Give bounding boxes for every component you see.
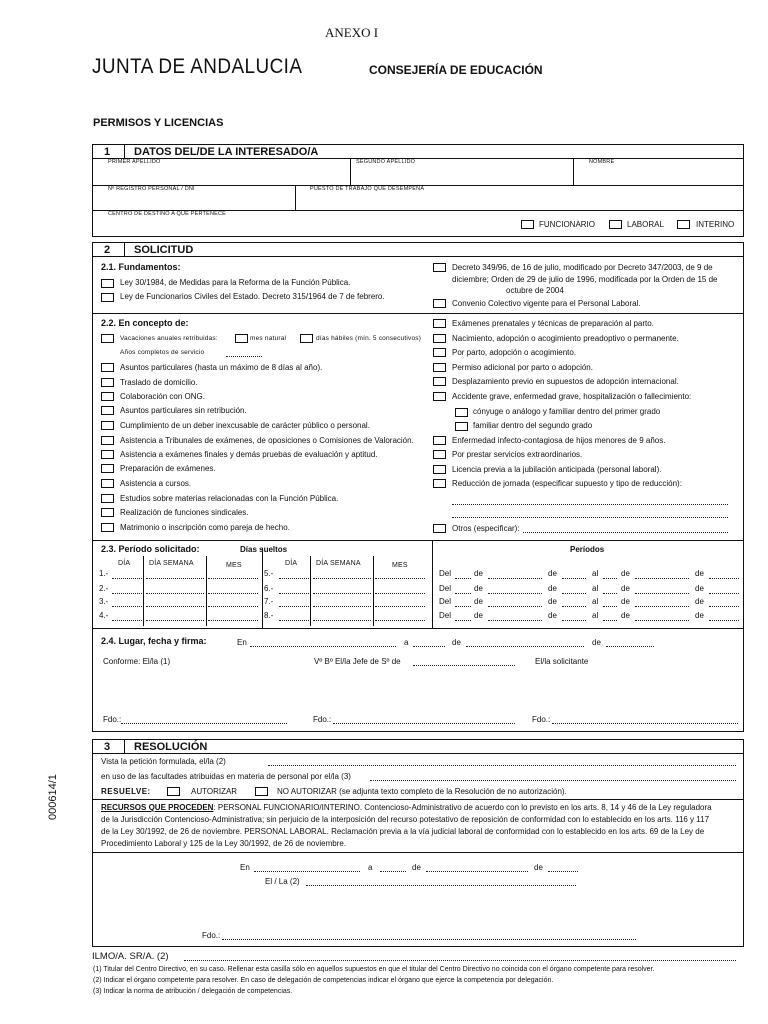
col-dia-semana-header: DÍA SEMANA (316, 560, 361, 567)
periodo-field[interactable] (709, 606, 739, 607)
concepto-left-checkbox[interactable] (101, 508, 114, 517)
periodo-title: 2.3. Período solicitado: (101, 544, 200, 554)
registro-label: Nº REGISTRO PERSONAL / DNI (108, 186, 195, 192)
periodo-field[interactable] (488, 578, 542, 579)
decreto-349-line2: diciembre; Orden de 29 de julio de 1996, modificada por la Orden de 15 de (452, 275, 718, 284)
conyuge-label: cónyuge o análogo y familiar dentro del primer grado (473, 407, 661, 416)
concepto-left-label: Cumplimiento de un deber inexcusable de carácter público o personal. (120, 421, 370, 430)
nombre-label: NOMBRE (589, 159, 615, 165)
periodo-de: de (695, 569, 704, 578)
row-number-label: 6.- (264, 584, 274, 593)
concepto-left-checkbox[interactable] (101, 378, 114, 387)
recursos-line-3: de la Ley 30/1992, de 26 de noviembre. PERSONAL LABORAL. Reclamación previa a la vía judicial laboral de conformidad con lo establecido en los arts. 69 de la Ley de (101, 827, 705, 836)
document-title: PERMISOS Y LICENCIAS (93, 117, 224, 129)
date-field[interactable] (146, 620, 204, 621)
periodo-field[interactable] (603, 606, 617, 607)
periodo-field[interactable] (635, 606, 689, 607)
autorizar-checkbox[interactable] (167, 787, 180, 796)
concepto-right-label: Permiso adicional por parto o adopción. (452, 363, 593, 372)
periodo-field[interactable] (488, 620, 542, 621)
primer-apellido-label: PRIMER APELLIDO (108, 159, 161, 165)
concepto-right-checkbox[interactable] (433, 348, 446, 357)
lugar-de-2: de (592, 638, 601, 647)
date-field[interactable] (313, 593, 371, 594)
periodo-field[interactable] (455, 606, 471, 607)
periodo-de: de (548, 597, 557, 606)
res-de-2: de (534, 863, 543, 872)
concepto-left-checkbox[interactable] (101, 363, 114, 372)
otros-label: Otros (especificar): (452, 524, 520, 533)
periodo-field[interactable] (635, 593, 689, 594)
laboral-label: LABORAL (627, 220, 664, 229)
date-field[interactable] (146, 606, 204, 607)
periodo-field[interactable] (488, 606, 542, 607)
concepto-left-label: Asistencia a exámenes finales y demás pruebas de evaluación y aptitud. (120, 450, 378, 459)
periodo-de: de (695, 584, 704, 593)
laboral-checkbox[interactable] (609, 220, 622, 229)
vb-label: Vº Bº El/la Jefe de Sº de (314, 657, 401, 666)
concepto-right-checkbox[interactable] (433, 334, 446, 343)
mes-natural-checkbox[interactable] (235, 334, 248, 343)
convenio-checkbox[interactable] (433, 299, 446, 308)
periodo-al: al (592, 597, 599, 606)
col-mes-header: MES (226, 562, 242, 569)
row-number-label: 4.- (99, 611, 109, 620)
uso-label: en uso de las facultades atribuidas en materia de personal por el/la (3) (101, 772, 351, 781)
funcionario-checkbox[interactable] (521, 220, 534, 229)
periodo-de: de (695, 611, 704, 620)
periodo-field[interactable] (635, 578, 689, 579)
date-field[interactable] (375, 593, 425, 594)
concepto-left-label: Estudios sobre materias relacionadas con la Función Pública. (120, 494, 339, 503)
concepto-left-checkbox[interactable] (101, 494, 114, 503)
periodo-de: de (621, 597, 630, 606)
date-field[interactable] (279, 578, 309, 579)
concepto-left-checkbox[interactable] (101, 523, 114, 532)
junta-logo-text: JUNTA DE ANDALUCIA (92, 55, 303, 78)
col-mes-header: MES (392, 562, 408, 569)
concepto-left-checkbox[interactable] (101, 421, 114, 430)
segundo-apellido-label: SEGUNDO APELLIDO (356, 159, 416, 165)
decreto-349-checkbox[interactable] (433, 263, 446, 272)
concepto-left-label: Asuntos particulares sin retribución. (120, 406, 247, 415)
row-number-label: 7.- (264, 597, 274, 606)
recursos-label: RECURSOS QUE PROCEDEN (101, 803, 214, 812)
periodo-field[interactable] (562, 578, 586, 579)
periodo-field[interactable] (562, 620, 586, 621)
concepto-left-checkbox[interactable] (101, 406, 114, 415)
concepto-left-checkbox[interactable] (101, 450, 114, 459)
col-dia-header: DÍA (118, 560, 131, 567)
date-field[interactable] (208, 620, 258, 621)
periodo-de: de (548, 569, 557, 578)
periodo-de: de (474, 611, 483, 620)
no-autorizar-checkbox[interactable] (255, 787, 268, 796)
section-1-title: DATOS DEL/DE LA INTERESADO/A (134, 146, 319, 158)
footnote-3: (3) Indicar la norma de atribución / delegación de competencias. (93, 988, 293, 995)
recursos-text-1: : PERSONAL FUNCIONARIO/INTERINO. Contencioso-Administrativo de acuerdo con lo previsto en los arts. 8, 14 y 46 de la Ley reguladora (213, 803, 712, 812)
section-2-title: SOLICITUD (134, 244, 194, 256)
date-field[interactable] (279, 593, 309, 594)
periodo-de: de (474, 584, 483, 593)
concepto-right-checkbox[interactable] (433, 479, 446, 488)
concepto-left-checkbox[interactable] (101, 464, 114, 473)
date-field[interactable] (146, 578, 204, 579)
periodo-field[interactable] (455, 620, 471, 621)
segundo-grado-checkbox[interactable] (455, 422, 468, 431)
vacaciones-label: Vacaciones anuales retribuidas: (120, 335, 218, 342)
convenio-label: Convenio Colectivo vigente para el Personal Laboral. (452, 299, 641, 308)
centro-label: CENTRO DE DESTINO A QUE PERTENECE (108, 211, 227, 217)
ley-funcionarios-label: Ley de Funcionarios Civiles del Estado. Decreto 315/1964 de 7 de febrero. (120, 292, 385, 301)
column-divider (206, 556, 207, 626)
concepto-right-checkbox[interactable] (433, 392, 446, 401)
decreto-349-line3: octubre de 2004 (506, 286, 564, 295)
periodos-label: Períodos (570, 545, 605, 554)
res-fdo: Fdo.: (202, 931, 221, 940)
concepto-right-label: Por prestar servicios extraordinarios. (452, 450, 583, 459)
periodo-de: de (621, 611, 630, 620)
concepto-right-checkbox[interactable] (433, 436, 446, 445)
concepto-right-label: Exámenes prenatales y técnicas de preparación al parto. (452, 319, 654, 328)
res-de-1: de (412, 863, 421, 872)
concepto-left-label: Asistencia a Tribunales de exámenes, de oposiciones o Comisiones de Valoración. (120, 436, 414, 445)
dias-habiles-checkbox[interactable] (300, 334, 313, 343)
vista-label: Vista la petición formulada, el/la (2) (101, 757, 226, 766)
periodo-del: Del (439, 611, 452, 620)
periodo-field[interactable] (709, 578, 739, 579)
periodo-field[interactable] (562, 593, 586, 594)
dias-sueltos-label: Días sueltos (240, 545, 288, 554)
date-field[interactable] (112, 620, 142, 621)
concepto-right-checkbox[interactable] (433, 465, 446, 474)
periodo-al: al (592, 611, 599, 620)
date-field[interactable] (313, 620, 371, 621)
date-field[interactable] (279, 620, 309, 621)
periodo-field[interactable] (603, 578, 617, 579)
periodo-del: Del (439, 584, 452, 593)
row-number-label: 3.- (99, 597, 109, 606)
date-field[interactable] (313, 606, 371, 607)
date-field[interactable] (375, 578, 425, 579)
mes-natural-label: mes natural (250, 335, 287, 342)
concepto-left-label: Traslado de domicilio. (120, 378, 198, 387)
res-a: a (368, 863, 373, 872)
periodo-de: de (621, 584, 630, 593)
concepto-right-checkbox[interactable] (433, 363, 446, 372)
concepto-right-checkbox[interactable] (433, 319, 446, 328)
concepto-right-label: Accidente grave, enfermedad grave, hospitalización o fallecimiento: (452, 392, 692, 401)
no-autorizar-label: NO AUTORIZAR (se adjunta texto completo de la Resolución de no autorización). (277, 787, 567, 796)
periodo-al: al (592, 584, 599, 593)
recursos-line-1 (101, 804, 712, 812)
concepto-left-label: Matrimonio o inscripción como pareja de hecho. (120, 523, 290, 532)
res-en: En (240, 863, 250, 872)
lugar-a: a (404, 638, 409, 647)
concepto-left-checkbox[interactable] (101, 392, 114, 401)
fdo-solicitante: Fdo.: (532, 715, 551, 724)
periodo-al: al (592, 569, 599, 578)
concepto-right-checkbox[interactable] (433, 377, 446, 386)
otros-checkbox[interactable] (433, 524, 446, 533)
periodo-de: de (474, 597, 483, 606)
anos-completos-label: Años completos de servicio (120, 349, 205, 356)
column-divider (310, 556, 311, 626)
concepto-left-label: Colaboración con ONG. (120, 392, 205, 401)
concepto-right-label: Por parto, adopción o acogimiento. (452, 348, 577, 357)
concepto-right-label: Nacimiento, adopción o acogimiento preadoptivo o permanente. (452, 334, 679, 343)
date-field[interactable] (375, 620, 425, 621)
column-divider (373, 556, 374, 626)
periodo-field[interactable] (455, 578, 471, 579)
date-field[interactable] (112, 606, 142, 607)
periodo-de: de (548, 611, 557, 620)
section-2-number: 2 (104, 244, 111, 256)
resuelve-label: RESUELVE: (101, 787, 151, 796)
lugar-de-1: de (452, 638, 461, 647)
ella-label: El / La (2) (265, 877, 300, 886)
concepto-left-label: Preparación de exámenes. (120, 464, 216, 473)
section-1-number: 1 (104, 146, 111, 158)
periodo-field[interactable] (603, 620, 617, 621)
periodo-field[interactable] (488, 593, 542, 594)
ilmo-label: ILMO/A. SR/A. (2) (92, 951, 169, 962)
row-number-label: 2.- (99, 584, 109, 593)
col-dia-semana-header: DÍA SEMANA (149, 560, 194, 567)
fundamentos-title: 2.1. Fundamentos: (101, 262, 181, 272)
periodo-de: de (548, 584, 557, 593)
periodo-field[interactable] (635, 620, 689, 621)
periodo-field[interactable] (709, 620, 739, 621)
concepto-left-label: Asuntos particulares (hasta un máximo de 8 días al año). (120, 363, 323, 372)
concepto-title: 2.2. En concepto de: (101, 318, 189, 328)
date-field[interactable] (146, 593, 204, 594)
concepto-left-checkbox[interactable] (101, 479, 114, 488)
row-number-label: 1.- (99, 569, 109, 578)
ley-30-1984-label: Ley 30/1984, de Medidas para la Reforma de la Función Pública. (120, 278, 351, 287)
consejeria-title: CONSEJERÍA DE EDUCACIÓN (369, 63, 543, 77)
conyuge-checkbox[interactable] (455, 408, 468, 417)
conforme-label: Conforme: El/la (1) (103, 657, 171, 666)
periodo-de: de (474, 569, 483, 578)
row-number-label: 5.- (264, 569, 274, 578)
date-field[interactable] (375, 606, 425, 607)
periodo-field[interactable] (455, 593, 471, 594)
concepto-left-label: Realización de funciones sindicales. (120, 508, 249, 517)
section-3-number: 3 (104, 741, 111, 753)
ley-funcionarios-checkbox[interactable] (101, 293, 114, 302)
decreto-349-line1: Decreto 349/96, de 16 de julio, modificado por Decreto 347/2003, de 9 de (452, 263, 713, 272)
autorizar-label: AUTORIZAR (191, 787, 238, 796)
lugar-title: 2.4. Lugar, fecha y firma: (101, 636, 207, 646)
concepto-right-label: Desplazamiento previo en supuestos de adopción internacional. (452, 377, 679, 386)
row-number-label: 8.- (264, 611, 274, 620)
concepto-left-label: Asistencia a cursos. (120, 479, 192, 488)
footnote-1: (1) Titular del Centro Directivo, en su caso. Rellenar esta casilla sólo en aquellos supuestos en que el titular del Centro Directivo no coincida con el órgano competente para resolver. (93, 966, 655, 973)
periodo-de: de (695, 597, 704, 606)
footnote-2: (2) Indicar el órgano competente para resolver. En caso de delegación de competencias indicar el órgano que ejerce la competencia por delegación. (93, 977, 554, 984)
side-code: 000614/1 (47, 774, 59, 820)
funcionario-label: FUNCIONARIO (539, 220, 595, 229)
solicitante-label: El/la solicitante (535, 657, 589, 666)
concepto-right-checkbox[interactable] (433, 450, 446, 459)
dias-habiles-label: días hábiles (mín. 5 consecutivos) (316, 335, 422, 342)
ley-30-1984-checkbox[interactable] (101, 279, 114, 288)
date-field[interactable] (313, 578, 371, 579)
periodo-del: Del (439, 597, 452, 606)
concepto-left-checkbox[interactable] (101, 436, 114, 445)
column-divider (143, 556, 144, 626)
recursos-line-4: Procedimiento Laboral y 125 de la Ley 30/1992, de 26 de noviembre. (101, 839, 347, 848)
periodo-de: de (621, 569, 630, 578)
col-dia-header: DÍA (285, 560, 298, 567)
concepto-right-label: Reducción de jornada (especificar supuesto y tipo de reducción): (452, 479, 682, 488)
date-field[interactable] (112, 593, 142, 594)
vacaciones-checkbox[interactable] (101, 334, 114, 343)
interino-label: INTERINO (696, 220, 735, 229)
periodo-field[interactable] (603, 593, 617, 594)
date-field[interactable] (208, 593, 258, 594)
concepto-right-label: Enfermedad infecto-contagiosa de hijos menores de 9 años. (452, 436, 666, 445)
periodo-field[interactable] (562, 606, 586, 607)
anexo-heading: ANEXO I (325, 25, 379, 40)
lugar-en: En (237, 638, 247, 647)
concepto-right-label: Licencia previa a la jubilación anticipada (personal laboral). (452, 465, 662, 474)
date-field[interactable] (208, 606, 258, 607)
recursos-line-2: de la Jurisdicción Contencioso-Administrativa; sin perjuicio de la interposición del recurso potestativo de reposición de conformidad con lo establecido en los arts. 116 y 117 (101, 815, 710, 824)
periodo-field[interactable] (709, 593, 739, 594)
date-field[interactable] (112, 578, 142, 579)
section-3-title: RESOLUCIÓN (134, 741, 208, 753)
periodo-del: Del (439, 569, 452, 578)
puesto-label: PUESTO DE TRABAJO QUE DESEMPEÑA (310, 186, 425, 192)
fdo-vb: Fdo.: (313, 715, 332, 724)
date-field[interactable] (208, 578, 258, 579)
column-divider (262, 548, 263, 628)
date-field[interactable] (279, 606, 309, 607)
fdo-conforme: Fdo.: (103, 715, 122, 724)
segundo-grado-label: familiar dentro del segundo grado (473, 421, 593, 430)
interino-checkbox[interactable] (677, 220, 690, 229)
